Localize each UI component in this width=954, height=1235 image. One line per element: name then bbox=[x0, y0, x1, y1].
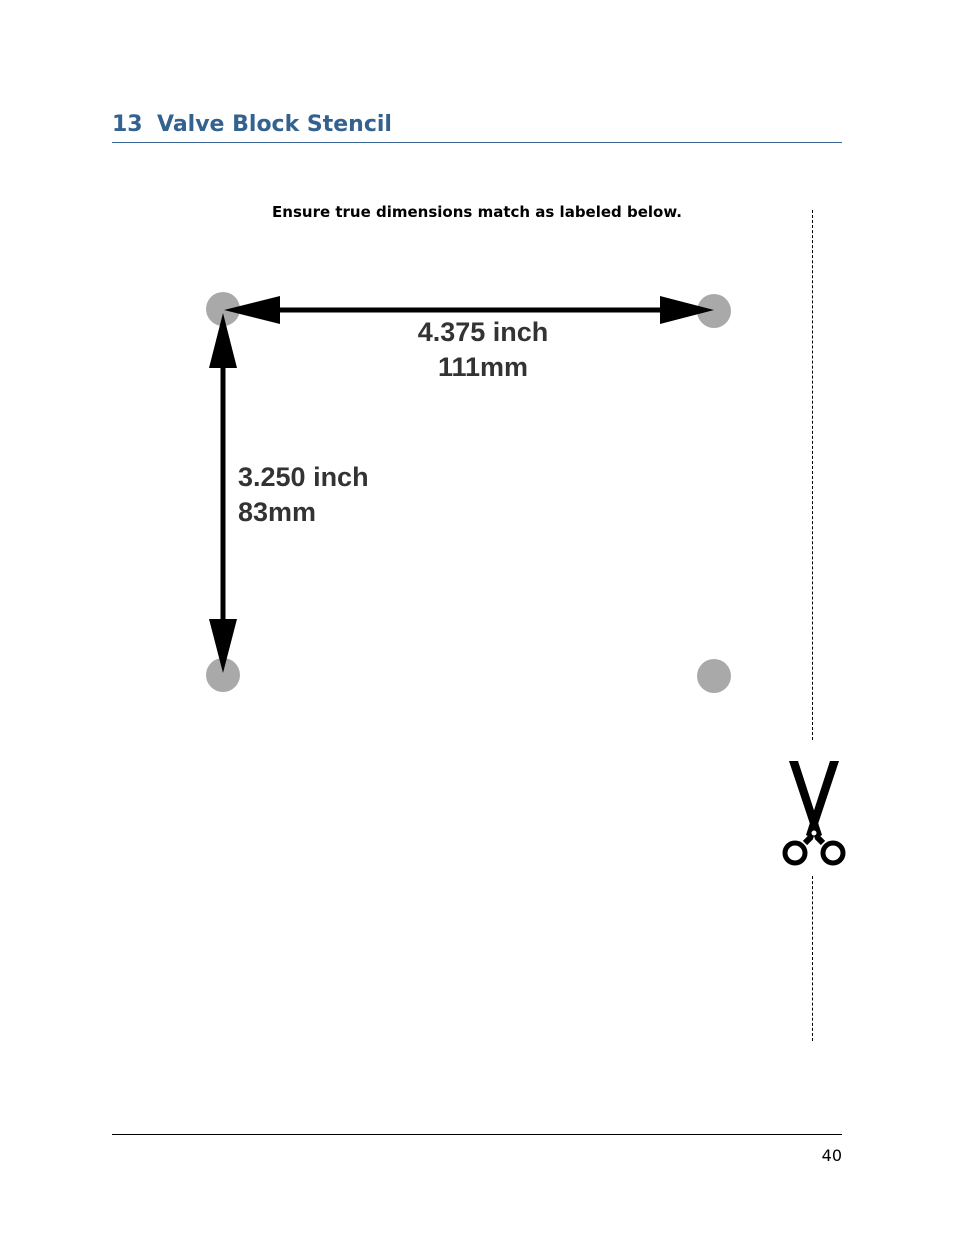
section-title: Valve Block Stencil bbox=[157, 112, 392, 137]
cut-line-lower bbox=[812, 876, 813, 1041]
hole-bottom-right bbox=[697, 659, 731, 693]
vertical-dimension-label bbox=[238, 460, 369, 530]
cut-line-upper bbox=[812, 210, 813, 740]
instruction-text: Ensure true dimensions match as labeled below. bbox=[272, 203, 682, 221]
horizontal-dimension-mm: 111mm bbox=[437, 352, 529, 382]
horizontal-dimension-label bbox=[410, 315, 556, 385]
vertical-dimension-inch: 3.250 inch bbox=[238, 462, 369, 492]
vertical-dimension-arrow bbox=[209, 313, 237, 673]
footer-rule bbox=[112, 1134, 842, 1135]
page-number: 40 bbox=[821, 1146, 842, 1165]
scissors-icon bbox=[778, 757, 850, 869]
vertical-dimension-mm: 83mm bbox=[238, 497, 317, 527]
section-number: 13 bbox=[112, 112, 143, 137]
horizontal-dimension-inch: 4.375 inch bbox=[417, 317, 549, 347]
